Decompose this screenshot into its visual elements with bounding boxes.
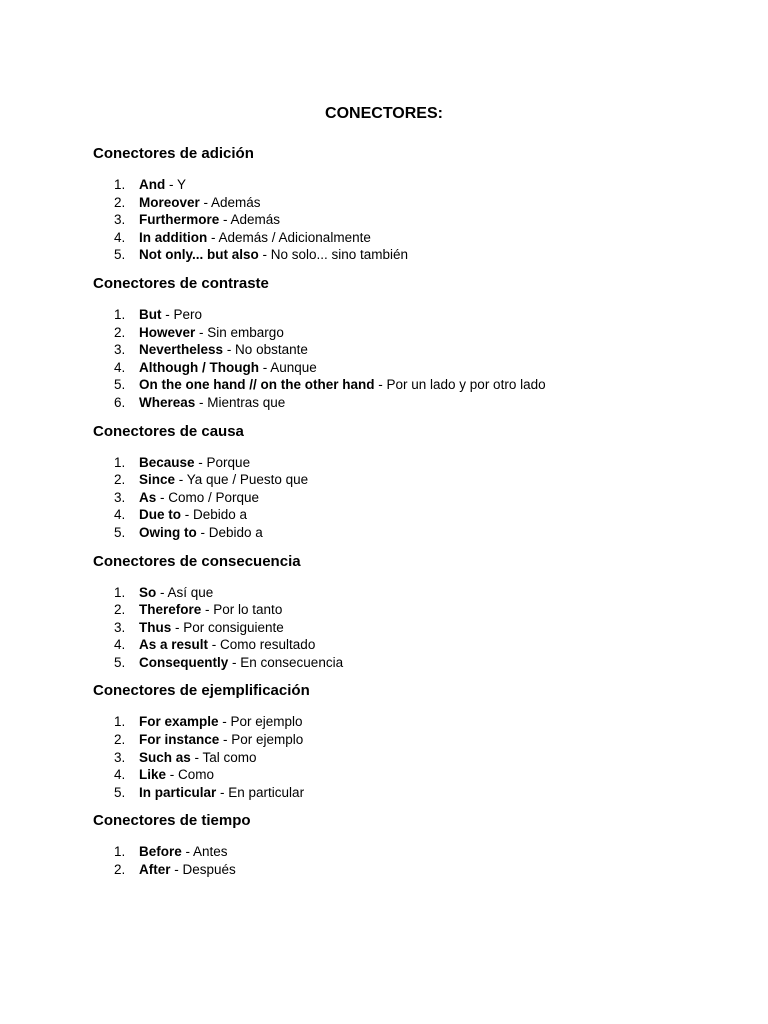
list-item-number: 1. (114, 306, 126, 322)
list-item-number: 3. (114, 749, 126, 765)
list-item (93, 601, 768, 619)
spanish-translation: - Pero (161, 306, 203, 322)
spanish-translation: - Así que (156, 584, 214, 600)
section-heading: Conectores de consecuencia (93, 552, 301, 570)
list-item-number: 5. (114, 524, 126, 540)
section-heading: Conectores de tiempo (93, 812, 251, 830)
list-item-number: 6. (114, 394, 126, 410)
list-item (93, 619, 768, 637)
list-item-number: 4. (114, 359, 126, 375)
english-connector: Although / Though (139, 359, 259, 375)
spanish-translation: - Sin embargo (195, 324, 284, 340)
english-connector: But (139, 306, 162, 322)
list-item (93, 246, 768, 264)
list-item (93, 394, 768, 412)
english-connector: Not only... but also (139, 247, 259, 263)
list-item-number: 4. (114, 507, 126, 523)
english-connector: For instance (139, 732, 220, 748)
connector-list (93, 176, 768, 264)
spanish-translation: - Mientras que (195, 394, 286, 410)
english-connector: For example (139, 714, 219, 730)
english-connector: On the one hand // on the other hand (139, 377, 375, 393)
list-item-number: 5. (114, 247, 126, 263)
english-connector: So (139, 584, 157, 600)
list-item (93, 654, 768, 672)
list-item (93, 489, 768, 507)
spanish-translation: - No obstante (223, 342, 308, 358)
connector-list (93, 306, 768, 412)
list-item (93, 376, 768, 394)
list-item-number: 1. (114, 584, 126, 600)
list-item (93, 784, 768, 802)
list-item (93, 584, 768, 602)
spanish-translation: - No solo... sino también (258, 247, 409, 263)
list-item (93, 176, 768, 194)
list-item (93, 229, 768, 247)
english-connector: Because (139, 454, 195, 470)
english-connector: Since (139, 472, 176, 488)
spanish-translation: - Tal como (190, 749, 257, 765)
list-item (93, 211, 768, 229)
english-connector: Consequently (139, 654, 229, 670)
english-connector: In addition (139, 229, 208, 245)
english-connector: Like (139, 767, 167, 783)
list-item (93, 843, 768, 861)
document-title: CONECTORES: (325, 105, 443, 122)
list-item (93, 524, 768, 542)
list-item-number: 3. (114, 212, 126, 228)
list-item-number: 5. (114, 377, 126, 393)
spanish-translation: - Por consiguiente (171, 619, 284, 635)
section-heading: Conectores de causa (93, 422, 244, 440)
list-item-number: 2. (114, 472, 126, 488)
spanish-translation: - Además / Adicionalmente (207, 229, 371, 245)
list-item (93, 471, 768, 489)
spanish-translation: - Debido a (181, 507, 248, 523)
english-connector: Moreover (139, 194, 200, 210)
connector-section (93, 144, 768, 264)
connector-section (93, 552, 768, 672)
list-item (93, 636, 768, 654)
connector-list (93, 584, 768, 672)
list-item-number: 2. (114, 732, 126, 748)
english-connector: Therefore (139, 602, 202, 618)
list-item-number: 1. (114, 714, 126, 730)
list-item (93, 324, 768, 342)
spanish-translation: - En particular (216, 784, 305, 800)
spanish-translation: - Por un lado y por otro lado (374, 377, 546, 393)
spanish-translation: - En consecuencia (228, 654, 344, 670)
sections-container (93, 144, 768, 879)
spanish-translation: - Debido a (196, 524, 263, 540)
spanish-translation: - Antes (181, 844, 228, 860)
list-item (93, 731, 768, 749)
english-connector: Furthermore (139, 212, 220, 228)
list-item (93, 306, 768, 324)
list-item-number: 4. (114, 767, 126, 783)
english-connector: After (139, 862, 171, 878)
english-connector: Due to (139, 507, 181, 523)
section-heading: Conectores de contraste (93, 274, 269, 292)
list-item-number: 2. (114, 862, 126, 878)
spanish-translation: - Por ejemplo (218, 714, 303, 730)
list-item-number: 1. (114, 177, 126, 192)
list-item (93, 194, 768, 212)
list-item-number: 5. (114, 784, 126, 800)
list-item (93, 454, 768, 472)
spanish-translation: - Ya que / Puesto que (175, 472, 309, 488)
spanish-translation: - Por lo tanto (201, 602, 283, 618)
section-heading: Conectores de adición (93, 145, 254, 162)
english-connector: However (139, 324, 196, 340)
list-item-number: 3. (114, 619, 126, 635)
spanish-translation: - Aunque (258, 359, 317, 375)
spanish-translation: - Además (199, 194, 261, 210)
list-item-number: 3. (114, 342, 126, 358)
spanish-translation: - Y (165, 177, 187, 192)
list-item (93, 713, 768, 731)
english-connector: As a result (139, 637, 209, 653)
list-item (93, 766, 768, 784)
spanish-translation: - Como / Porque (156, 489, 260, 505)
list-item (93, 506, 768, 524)
section-heading: Conectores de ejemplificación (93, 682, 310, 700)
english-connector: Before (139, 844, 182, 860)
connector-section (93, 681, 768, 801)
list-item-number: 4. (114, 637, 126, 653)
list-item-number: 2. (114, 194, 126, 210)
list-item (93, 341, 768, 359)
connector-section (93, 422, 768, 542)
list-item-number: 2. (114, 324, 126, 340)
spanish-translation: - Como resultado (208, 637, 316, 653)
list-item (93, 861, 768, 879)
english-connector: Thus (139, 619, 172, 635)
english-connector: Nevertheless (139, 342, 224, 358)
list-item (93, 749, 768, 767)
spanish-translation: - Después (170, 862, 236, 878)
list-item-number: 3. (114, 489, 126, 505)
english-connector: Such as (139, 749, 191, 765)
list-item-number: 2. (114, 602, 126, 618)
list-item-number: 1. (114, 844, 126, 860)
list-item-number: 4. (114, 229, 126, 245)
list-item (93, 359, 768, 377)
connector-list (93, 713, 768, 801)
connector-section (93, 274, 768, 412)
spanish-translation: - Porque (194, 454, 251, 470)
english-connector: Owing to (139, 524, 197, 540)
list-item-number: 1. (114, 454, 126, 470)
english-connector: And (139, 177, 166, 192)
connector-section (93, 811, 768, 878)
spanish-translation: - Por ejemplo (219, 732, 304, 748)
spanish-translation: - Como (166, 767, 215, 783)
spanish-translation: - Además (219, 212, 281, 228)
list-item-number: 5. (114, 654, 126, 670)
english-connector: In particular (139, 784, 217, 800)
connector-list (93, 843, 768, 878)
english-connector: Whereas (139, 394, 196, 410)
english-connector: As (139, 489, 157, 505)
connector-list (93, 454, 768, 542)
